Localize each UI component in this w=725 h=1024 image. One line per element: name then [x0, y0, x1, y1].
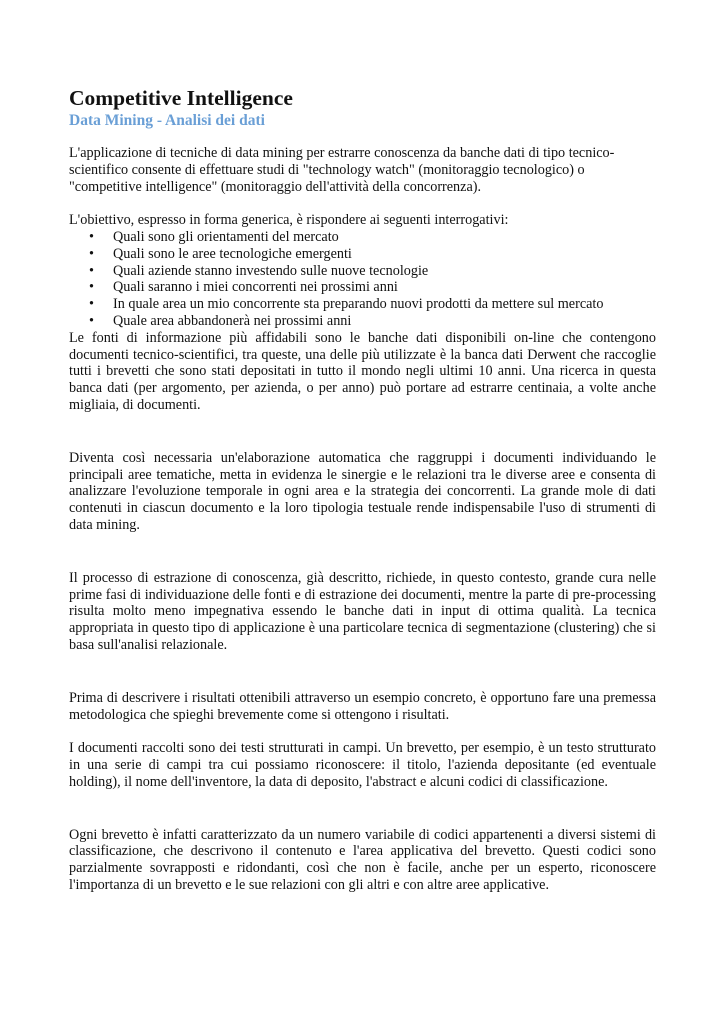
- spacer: [69, 791, 656, 827]
- page-title: Competitive Intelligence: [69, 86, 293, 110]
- list-item-text: Quale area abbandonerà nei prossimi anni: [113, 312, 352, 329]
- list-item: [69, 313, 656, 330]
- paragraph-intro: L'applicazione di tecniche di data mining per estrarre conoscenza da banche dati di tipo tecnico-scientifico consente di effettuare studi di "technology watch" (monitoraggio tecnologico) o "competitive intelligence" (monitoraggio dell'attività della concorrenza).: [69, 145, 615, 195]
- bullet-icon: •: [89, 262, 94, 279]
- list-item-text: Quali aziende stanno investendo sulle nuove tecnologie: [113, 262, 429, 279]
- page-subtitle: Data Mining - Analisi dei dati: [69, 112, 265, 129]
- bullet-icon: •: [89, 279, 94, 296]
- list-item: [69, 263, 656, 280]
- spacer: [69, 654, 656, 690]
- list-item: [69, 246, 656, 263]
- questions-list: [69, 229, 656, 330]
- list-item: [69, 279, 656, 296]
- spacer: [69, 195, 656, 212]
- list-item: [69, 229, 656, 246]
- bullet-icon: •: [89, 245, 94, 262]
- bullet-icon: •: [89, 296, 94, 313]
- spacer: [69, 534, 656, 570]
- paragraph-process: Il processo di estrazione di conoscenza, già descritto, richiede, in questo contesto, grande cura nelle prime fasi di individuazione delle fonti e di estrazione dei documenti, mentre la parte di pre-processing risulta molto meno impegnativa essendo le banche dati in input di ottima qualità. La tecnica appropriata in questo tipo di applicazione è una particolare tecnica di segmentazione (clustering) che si basa sull'analisi relazionale.: [69, 569, 656, 653]
- paragraph-necessity: Diventa così necessaria un'elaborazione automatica che raggruppi i documenti individuando le principali aree tematiche, metta in evidenza le sinergie e le relazioni tra le diverse aree e consenta di analizzare l'evoluzione temporale in ogni area e la strategia dei concorrenti. La grande mole di dati contenuti in ciascun documento e la loro tipologia testuale rende indispensabile l'uso di strumenti di data mining.: [69, 449, 656, 533]
- list-item: [69, 296, 656, 313]
- bullet-icon: •: [89, 312, 94, 329]
- spacer: [69, 414, 656, 450]
- paragraph-documents: I documenti raccolti sono dei testi strutturati in campi. Un brevetto, per esempio, è un testo strutturato in una serie di campi tra cui possiamo riconoscere: il titolo, l'azienda depositante (ed eventuale holding), il nome dell'inventore, la data di deposito, l'abstract e alcuni codici di classificazione.: [69, 740, 656, 790]
- list-item-text: Quali sono gli orientamenti del mercato: [113, 228, 339, 245]
- bullet-icon: •: [89, 228, 94, 245]
- paragraph-sources: Le fonti di informazione più affidabili sono le banche dati disponibili on-line che contengono documenti tecnico-scientifici, tra queste, una delle più utilizzate è la banca dati Derwent che raccoglie tutti i brevetti che sono stati depositati in tutto il mondo negli ultimi 10 anni. Una ricerca in questa banca dati (per argomento, per azienda, o per anno) può portare ad estrarre centinaia, a volte anche migliaia, di documenti.: [69, 329, 656, 413]
- spacer: [69, 723, 656, 740]
- paragraph-objective: L'obiettivo, espresso in forma generica, è rispondere ai seguenti interrogativi:: [69, 212, 509, 229]
- list-item-text: Quali saranno i miei concorrenti nei prossimi anni: [113, 279, 398, 296]
- document-page: [69, 86, 656, 894]
- list-item-text: Quali sono le aree tecnologiche emergenti: [113, 245, 352, 262]
- paragraph-premise: Prima di descrivere i risultati ottenibili attraverso un esempio concreto, è opportuno fare una premessa metodologica che spieghi brevemente come si ottengono i risultati.: [69, 689, 656, 723]
- list-item-text: In quale area un mio concorrente sta preparando nuovi prodotti da mettere sul mercato: [113, 296, 604, 313]
- paragraph-codes: Ogni brevetto è infatti caratterizzato da un numero variabile di codici appartenenti a diversi sistemi di classificazione, che descrivono il contenuto e l'area applicativa del brevetto. Questi codici sono parzialmente sovrapposti e ridondanti, così che non è facile, anche per un esperto, riconoscere l'importanza di un brevetto e le sue relazioni con gli altri e con altre aree applicative.: [69, 826, 656, 893]
